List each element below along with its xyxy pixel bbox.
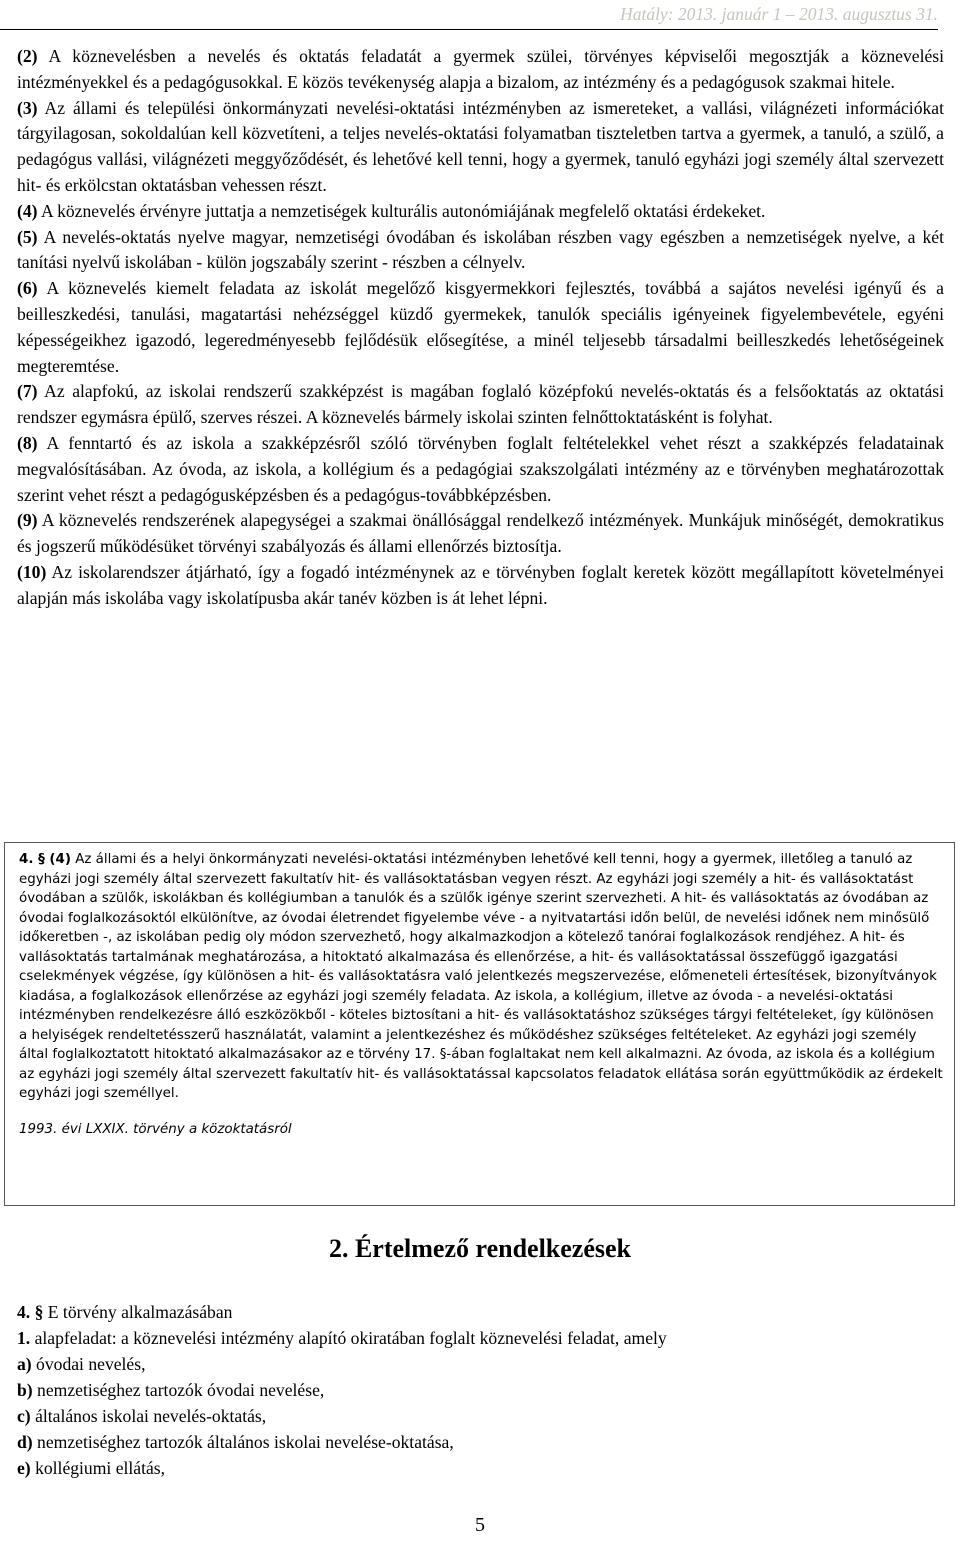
list-item-text: általános iskolai nevelés-oktatás, xyxy=(30,1406,267,1426)
paragraph-number: (9) xyxy=(17,510,38,531)
definition-text: alapfeladat: a köznevelési intézmény alapító okiratában foglalt köznevelési feladat, amely xyxy=(30,1328,667,1348)
paragraph xyxy=(17,96,944,199)
paragraph-text: Az iskolarendszer átjárható, így a fogadó intézménynek az e törvényben foglalt keretek között megállapított követelményei alapján más iskolába vagy iskolatípusba akár tanév közben is át lehet lépni. xyxy=(17,561,944,608)
paragraph-number: (10) xyxy=(17,561,47,582)
list-item-letter: a) xyxy=(17,1354,32,1374)
paragraph-number: (4) xyxy=(17,200,38,221)
list-item-text: nemzetiséghez tartozók óvodai nevelése, xyxy=(32,1380,325,1400)
list-item-letter: c) xyxy=(17,1406,31,1426)
list-item-letter: e) xyxy=(17,1458,31,1478)
effective-dates-header: Hatály: 2013. január 1 – 2013. augusztus 31. xyxy=(620,4,938,24)
amendment-text xyxy=(19,850,944,1104)
definition-item xyxy=(17,1325,944,1351)
paragraph xyxy=(17,508,944,560)
page-number: 5 xyxy=(475,1514,485,1536)
paragraph-text: A köznevelés kiemelt feladata az iskolát megelőző kisgyermekkori fejlesztés, továbbá a sajátos nevelési igényű és a beilleszkedési, tanulási, magatartási nehézséggel küzdő gyermekek, tanulók speciális igényeinek figyelembevétele, egyéni képességeikhez igazodó, legeredményesebb fejlődésük elősegítése, a minél teljesebb társadalmi beilleszkedés lehetőségeinek megteremtése. xyxy=(17,278,944,376)
list-item-letter: d) xyxy=(17,1432,33,1452)
paragraph xyxy=(17,199,944,225)
list-item xyxy=(17,1377,944,1403)
list-item xyxy=(17,1403,944,1429)
list-item xyxy=(17,1429,944,1455)
paragraph-number: (3) xyxy=(17,97,38,118)
amendment-source: 1993. évi LXXIX. törvény a közoktatásról xyxy=(19,1121,292,1137)
paragraph-number: (2) xyxy=(17,46,38,66)
list-item xyxy=(17,1455,944,1481)
paragraph-text: A köznevelés érvényre juttatja a nemzetiségek kulturális autonómiájának megfelelő oktatási érdekeket. xyxy=(37,200,766,221)
paragraph xyxy=(17,44,944,96)
paragraph xyxy=(17,431,944,508)
paragraph-text: A köznevelésben a nevelés és oktatás feladatát a gyermek szülei, törvényes képviselői megosztják a köznevelési intézményekkel és a pedagógusokkal. E közös tevékenység alapja a bizalom, az intézmény és a pedagógusok szakmai hitele. xyxy=(17,46,944,92)
paragraph-number: (8) xyxy=(17,432,38,453)
paragraph-number: (5) xyxy=(17,226,38,247)
main-paragraphs xyxy=(17,44,944,612)
list-item xyxy=(17,1351,944,1377)
list-item-letter: b) xyxy=(17,1380,33,1400)
definitions-intro-text: E törvény alkalmazásában xyxy=(43,1302,233,1322)
paragraph-number: (6) xyxy=(17,278,38,299)
paragraph xyxy=(17,276,944,379)
paragraph-text: A nevelés-oktatás nyelve magyar, nemzetiségi óvodában és iskolában részben vagy egészben a nemzetiségek nyelve, a két tanítási nyelvű iskolában - külön jogszabály szerint - részben a célnyelv. xyxy=(17,226,944,273)
paragraph-text: Az alapfokú, az iskolai rendszerű szakképzést is magában foglaló középfokú nevelés-oktatás és a felsőoktatás az oktatási rendszer egymásra épülő, szerves részei. A köznevelés bármely iskolai szinten felnőttoktatásként is folyhat. xyxy=(17,381,944,428)
definitions-list xyxy=(17,1299,944,1481)
definition-number: 1. xyxy=(17,1328,31,1348)
paragraph xyxy=(17,379,944,431)
section-title: 2. Értelmező rendelkezések xyxy=(328,1234,632,1263)
section-number: 4. § xyxy=(17,1302,44,1322)
paragraph xyxy=(17,560,944,612)
amendment-box xyxy=(4,842,955,1206)
amendment-body: Az állami és a helyi önkormányzati nevelési-oktatási intézményben lehetővé kell tenni, hogy a gyermek, illetőleg a tanuló az egyházi jogi személy által szervezett fakultatív hit- és vallásoktatásban vegyen részt. Az egyházi jogi személy a hit- és vallásoktatást óvodában a szülők, iskolákban és kollégiumban a tanulók és a szülők igénye szerint szervezheti. A hit- és vallásoktatás az óvodában az óvodai foglalkozásoktól elkülönítve, az óvodai életrendet figyelembe véve - a nyitvatartási időn belül, de nevelési időnek nem minősülő időkeretben -, az iskolában pedig oly módon szervezhető, hogy alkalmazkodjon a kötelező tanórai foglalkozások rendjéhez. A hit- és vallásoktatás tartalmának meghatározása, a hitoktató alkalmazása és ellenőrzése, a hit- és vallásoktatással összefüggő igazgatási cselekmények végzése, így különösen a hit- és vallásoktatásra való jelentkezés megszervezése, előmeneteli értesítések, bizonyítványok kiadása, a foglalkozások ellenőrzése az egyházi jogi személy feladata. Az iskola, a kollégium, illetve az óvoda - a nevelési-oktatási intézményben rendelkezésre álló eszközökből - köteles biztosítani a hit- és vallásoktatáshoz szükséges tárgyi feltételeket, így különösen a helyiségek rendeltetésszerű használatát, valamint a jelentkezéshez és működéshez szükséges feltételeket. Az egyházi jogi személy által foglalkoztatott hitoktató alkalmazásakor az e törvény 17. §-ában foglaltakat nem kell alkalmazni. Az óvoda, az iskola és a kollégium az egyházi jogi személy által szervezett fakultatív hit- és vallásoktatással kapcsolatos feladatok ellátása során együttműködik az érdekelt egyházi jogi személlyel. xyxy=(19,852,943,1101)
list-item-text: kollégiumi ellátás, xyxy=(30,1458,166,1478)
paragraph-text: A fenntartó és az iskola a szakképzésről szóló törvényben foglalt feltételekkel vehet részt a szakképzés feladatainak megvalósításában. Az óvoda, az iskola, a kollégium és a pedagógiai szakszolgálati intézmény az e törvényben meghatározottak szerint vehet részt a pedagógusképzésben és a pedagógus-továbbképzésben. xyxy=(17,432,944,505)
paragraph-text: A köznevelés rendszerének alapegységei a szakmai önállósággal rendelkező intézmények. Munkájuk minőségét, demokratikus és jogszerű működésüket törvényi szabályozás és állami ellenőrzés biztosítja. xyxy=(17,510,944,557)
page-header xyxy=(0,4,938,30)
definitions-intro xyxy=(17,1299,944,1325)
paragraph xyxy=(17,225,944,277)
paragraph-text: Az állami és települési önkormányzati nevelési-oktatási intézményben az ismereteket, a vallási, világnézeti információkat tárgyilagosan, sokoldalúan kell közvetíteni, a teljes nevelés-oktatási folyamatban tiszteletben tartva a gyermek, a tanuló, a szülő, a pedagógus vallási, világnézeti meggyőződését, és lehetővé kell tenni, hogy a gyermek, tanuló egyházi jogi személy által szervezett hit- és erkölcstan oktatásban vehessen részt. xyxy=(17,97,944,195)
amendment-marker: 4. § (4) xyxy=(19,852,71,867)
paragraph-number: (7) xyxy=(17,381,38,402)
list-item-text: óvodai nevelés, xyxy=(31,1354,146,1374)
list-item-text: nemzetiséghez tartozók általános iskolai nevelése-oktatása, xyxy=(32,1432,454,1452)
